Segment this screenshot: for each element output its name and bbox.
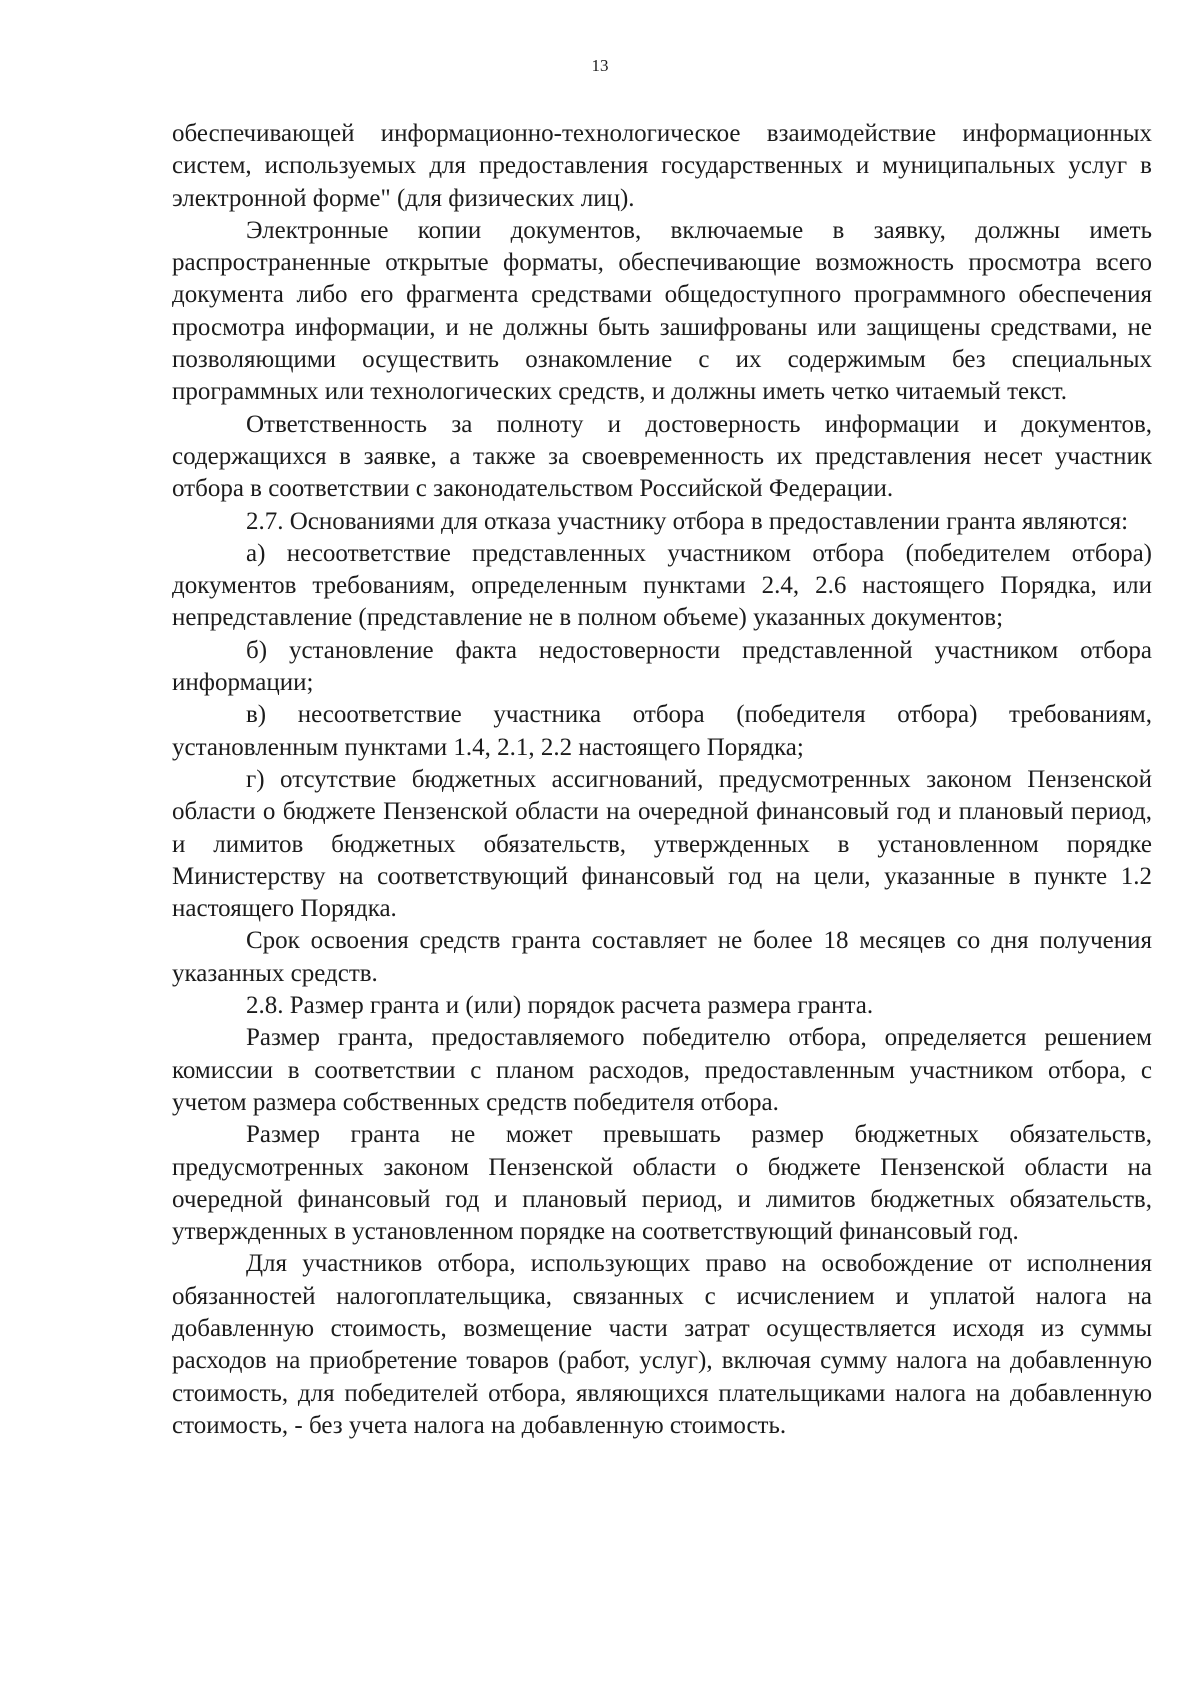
paragraph-2-7-heading: 2.7. Основаниями для отказа участнику отбора в предоставлении гранта являются: [246,507,1129,535]
paragraph-electronic-copies: Электронные копии документов, включаемые в заявку, должны иметь распространенные открытые форматы, обеспечивающие возможность просмотра всего документа либо его фрагмента средствами общедоступного программного обеспечения просмотра информации, и не должны быть зашифрованы или защищены средствами, не позволяющими осуществить ознакомление с их содержимым без специальных программных или технологических средств, и должны иметь четко читаемый текст. [172,216,1152,406]
paragraph-grant-size: Размер гранта, предоставляемого победителю отбора, определяется решением комиссии в соответствии с планом расходов, предоставленным участником отбора, с учетом размера собственных средств победителя отбора. [172,1024,1152,1116]
paragraph-grant-term: Срок освоения средств гранта составляет не более 18 месяцев со дня получения указанных средств. [172,927,1152,987]
paragraph-2-8-heading: 2.8. Размер гранта и (или) порядок расчета размера гранта. [246,992,874,1020]
paragraph-responsibility: Ответственность за полноту и достоверность информации и документов, содержащихся в заявке, а также за своевременность их представления несет участник отбора в соответствии с законодательством Российской Федерации. [172,410,1152,503]
list-item-b: б) установление факта недостоверности представленной участником отбора информации; [172,636,1152,697]
page-number: 13 [591,56,609,75]
paragraph-continuation: обеспечивающей информационно-технологическое взаимодействие информационных систем, используемых для предоставления государственных и муниципальных услуг в электронной форме" (для физических лиц). [172,120,1152,212]
paragraph-vat: Для участников отбора, использующих право на освобождение от исполнения обязанностей налогоплательщика, связанных с исчислением и уплатой налога на добавленную стоимость, возмещение части затрат осуществляется исходя из суммы расходов на приобретение товаров (работ, услуг), включая сумму налога на добавленную стоимость, для победителей отбора, являющихся плательщиками налога на добавленную стоимость, - без учета налога на добавленную стоимость. [172,1250,1152,1439]
list-item-v: в) несоответствие участника отбора (победителя отбора) требованиям, установленным пунктами 1.4, 2.1, 2.2 настоящего Порядка; [172,701,1152,761]
list-item-a: а) несоответствие представленных участником отбора (победителем отбора) документов требованиям, определенным пунктами 2.4, 2.6 настоящего Порядка, или непредставление (представление не в полном объеме) указанных документов; [172,539,1152,632]
list-item-g: г) отсутствие бюджетных ассигнований, предусмотренных законом Пензенской области о бюджете Пензенской области на очередной финансовый год и плановый период, и лимитов бюджетных обязательств, утвержденных в установленном порядке Министерству на соответствующий финансовый год на цели, указанные в пункте 1.2 настоящего Порядка. [172,765,1152,923]
document-body [172,118,1152,1442]
paragraph-grant-limit: Размер гранта не может превышать размер бюджетных обязательств, предусмотренных законом Пензенской области о бюджете Пензенской области на очередной финансовый год и плановый период, и лимитов бюджетных обязательств, утвержденных в установленном порядке на соответствующий финансовый год. [172,1121,1152,1246]
